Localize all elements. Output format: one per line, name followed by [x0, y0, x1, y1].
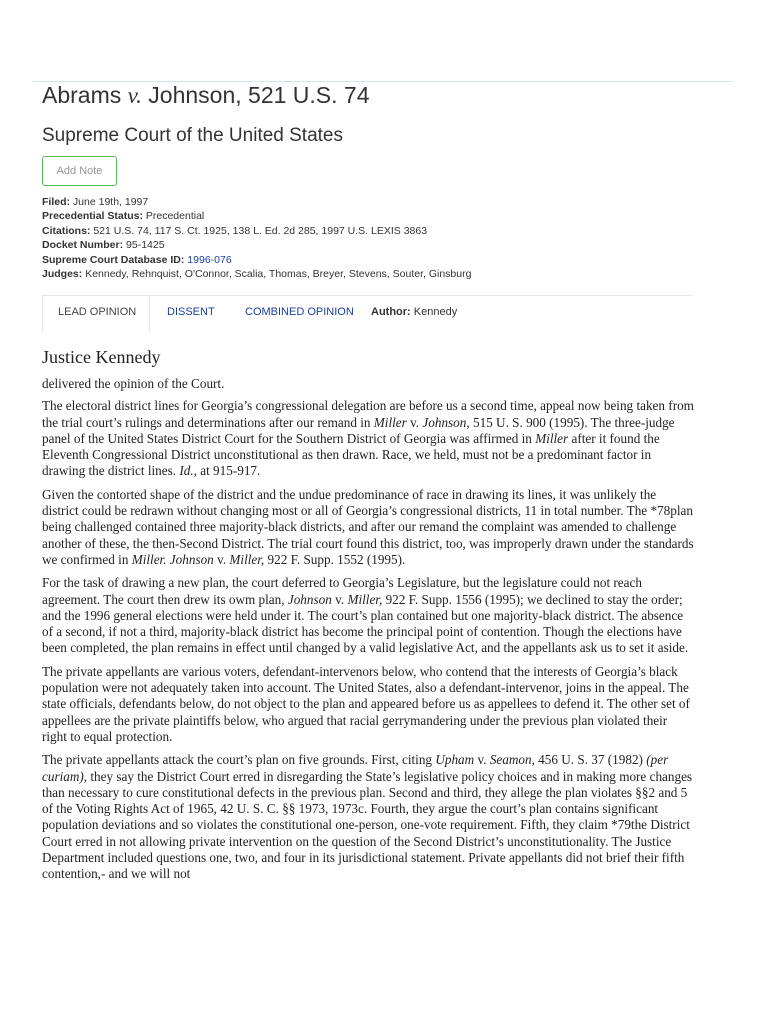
p5-versus: v. [474, 752, 490, 768]
opinion-author [356, 296, 472, 332]
p1-id: Id., [179, 463, 197, 479]
p3-versus: v. [331, 591, 348, 607]
tab-lead-opinion[interactable]: LEAD OPINION [42, 296, 150, 332]
filed-row [42, 195, 471, 209]
author-label: Author: [371, 306, 411, 318]
opinion-paragraph-2 [42, 487, 694, 568]
filed-value: June 19th, 1997 [72, 196, 149, 208]
p5-case-seamon: Seamon, [489, 752, 535, 768]
scdb-row [42, 253, 471, 267]
p2-versus: v. [213, 551, 230, 567]
opinion-paragraph-1 [42, 398, 694, 479]
court-name: Supreme Court of the United States [42, 125, 343, 146]
p3-case-johnson: Johnson [287, 591, 332, 607]
p1-text-b: 515 U. S. 900 (1995). The three-judge panel of the United States District Court for the Southern District of Georgia was affirmed in [42, 414, 675, 446]
filed-label: Filed: [42, 196, 70, 208]
tab-dissent[interactable]: DISSENT [167, 306, 215, 318]
scdb-link[interactable]: 1996-076 [187, 253, 232, 266]
docket-value: 95-1425 [126, 239, 165, 252]
opinion-heading: Justice Kennedy [42, 347, 161, 367]
p2-text-b: 922 F. Supp. 1552 (1995). [264, 551, 406, 567]
scdb-label: Supreme Court Database ID: [42, 253, 185, 266]
opinion-paragraph-4: The private appellants are various voters, defendant-intervenors below, who contend that the interests of Georgia’s black population were not adequately taken into account. The United States, also a defendant-intervenor, joins in the appeal. The state officials, defendants below, do not object to the plan and appeared before us as appellees to defend it. The other set of appellees are the private plaintiffs below, who argued that racial gerrymandering under the previous plan violated their right to equal protection. [42, 663, 690, 744]
p5-text-a: The private appellants attack the court’s plan on five grounds. First, citing [42, 752, 436, 768]
p1-text-a: The electoral district lines for Georgia’s congressional delegation are before us a second time, appeal now being taken from the trial court’s rulings and determinations after our remand in [42, 398, 694, 430]
opinion-paragraph-5 [42, 752, 694, 882]
p1-case-johnson: Johnson, [422, 414, 470, 430]
p5-text-c: they say the District Court erred in disregarding the State’s legislative policy choices and in making more changes than necessary to cure constitutional defects in the previous plan. Second and third, they allege the plan violates §§2 and 5 of the Voting Rights Act of 1965, 42 U. S. C. §§ 1973, 1973c. Fourth, they argue the court’s plan contains significant population deviations and so violates the constitutional one-person, one-vote requirement. Fifth, they claim *79the District Court erred in not allowing private intervention on the question of the Second District’s unconstitutionality. The Justice Department included questions one, two, and four in its jurisdictional statement. Private appellants did not brief their fifth contention,- and we will not [42, 768, 693, 882]
citations-value: 521 U.S. 74, 117 S. Ct. 1925, 138 L. Ed. 2d 285, 1997 U.S. LEXIS 3863 [93, 224, 428, 237]
p2-case-miller-johnson: Miller. Johnson [131, 551, 214, 567]
p1-text-c: after it found the Eleventh Congressional District unconstitutional as then drawn. Race, we held, must not be a predominant factor in drawing the district lines. [42, 430, 660, 479]
p2-text-a: Given the contorted shape of the district and the undue predominance of race in drawing its lines, it was unlikely the district could be redrawn without changing most or all of Georgia’s congressional districts, 11 in total number. The *78plan being challenged contained three majority-black districts, and after our remand the complaint was amended to challenge another of these, the then-Second District. The trial court found this district, too, was improperly drawn under the standards we confirmed in [42, 486, 694, 567]
status-value: Precedential [145, 210, 205, 223]
p5-case-upham: Upham [435, 752, 475, 768]
p1-text-d: at 915-917. [196, 463, 261, 479]
docket-row [42, 238, 471, 252]
opinion-intro: delivered the opinion of the Court. [42, 376, 225, 391]
citations-row [42, 224, 471, 238]
p1-versus: v. [406, 414, 423, 430]
citations-label: Citations: [42, 224, 91, 237]
case-title [42, 82, 370, 109]
p1-case-miller-2: Miller [535, 430, 569, 446]
judges-label: Judges: [42, 268, 83, 281]
p3-case-miller: Miller, [347, 591, 383, 607]
judges-row [42, 267, 471, 281]
case-metadata [42, 195, 471, 281]
opinion-paragraph-3 [42, 575, 694, 656]
judges-value: Kennedy, Rehnquist, O'Connor, Scalia, Thomas, Breyer, Stevens, Souter, Ginsburg [85, 268, 472, 281]
status-row [42, 209, 471, 223]
opinion-body [42, 346, 694, 890]
p1-case-miller: Miller [373, 414, 407, 430]
add-note-button[interactable]: Add Note [42, 156, 117, 186]
case-title-versus: v. [127, 83, 142, 108]
p5-text-b: 456 U. S. 37 (1982) [534, 752, 647, 768]
opinion-tabs [42, 295, 692, 332]
tab-combined-opinion[interactable]: COMBINED OPINION [245, 306, 354, 318]
case-title-party-a: Abrams [42, 82, 122, 108]
p3-text-b: 922 F. Supp. 1556 (1995); we declined to stay the order; and the 1996 general elections were held under it. The court’s plan contained but one majority-black district. The absence of a second, if not a third, majority-black district has become the principal point of contention. Though the elections have been completed, the plan remains in effect until changed by a valid legislative Act, and the appellants ask us to set it aside. [42, 591, 689, 656]
docket-label: Docket Number: [42, 239, 124, 252]
author-value: Kennedy [413, 306, 458, 318]
p3-text-a: For the task of drawing a new plan, the court deferred to Georgia’s Legislature, but the legislature could not reach agreement. The court then drew its owm plan, [42, 575, 642, 607]
p5-per-curiam: (per curiam), [42, 752, 669, 784]
p2-case-miller: Miller, [229, 551, 265, 567]
case-title-party-b: Johnson, 521 U.S. 74 [148, 82, 370, 108]
status-label: Precedential Status: [42, 210, 143, 223]
